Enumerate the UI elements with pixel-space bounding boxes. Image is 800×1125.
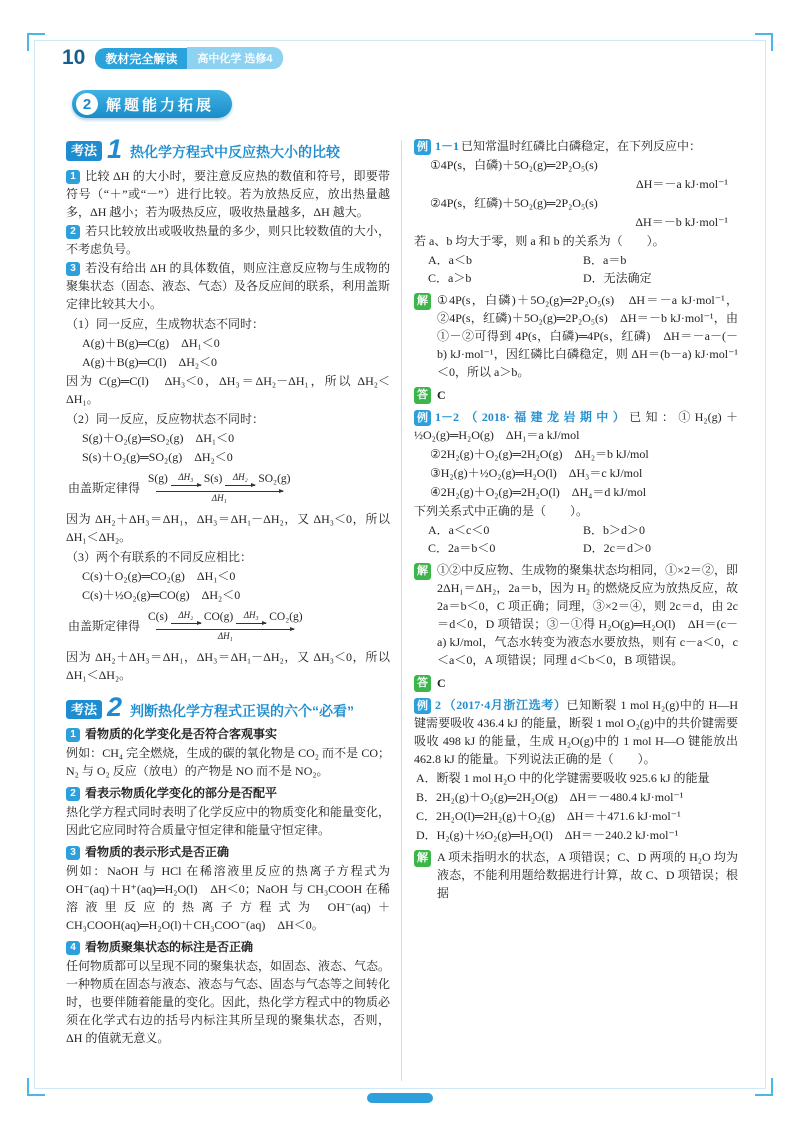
corner-mark-top-right [755, 33, 773, 51]
left-column [66, 136, 390, 1082]
point-number-badge: 2 [66, 225, 80, 239]
arrow-right-icon [225, 485, 255, 486]
case3-note: 因为 ΔH₂＋ΔH₃＝ΔH₁，ΔH₃＝ΔH₁－ΔH₂，又 ΔH₃＜0，所以 ΔH₁＜ΔH₂。 [66, 650, 390, 683]
option-b: B．a＝b [583, 253, 627, 267]
ex1-2-answer [414, 673, 738, 692]
right-column [414, 136, 738, 1082]
case1-equation-1: A(g)＋B(g)═C(g) ΔH₁＜0 [82, 335, 220, 350]
point-number-badge: 3 [66, 262, 80, 276]
case2-equation-1: S(g)＋O₂(g)═SO₂(g) ΔH₁＜0 [82, 430, 235, 445]
kaofa1-point-1 [66, 167, 390, 221]
option-d: D．无法确定 [583, 271, 652, 285]
brand-subtitle: 高中化学 选修4 [187, 47, 282, 69]
page-number: 10 [62, 46, 86, 69]
ex2-option-d: D．H₂(g)＋½O₂(g)═H₂O(l) ΔH＝－240.2 kJ·mol⁻¹ [416, 828, 679, 842]
arrow-right-icon [236, 623, 266, 624]
option-a: A．a＜c＜0 [428, 523, 490, 537]
point-number-badge: 4 [66, 941, 80, 955]
kaofa1-number: 1 [107, 136, 123, 164]
case3-equation-2: C(s)＋½O₂(g)═CO(g) ΔH₂＜0 [82, 588, 241, 603]
kaofa2-title: 判断热化学方程式正误的六个“必看” [130, 702, 355, 719]
case2-note: 因为 ΔH₂＋ΔH₃＝ΔH₁，ΔH₃＝ΔH₁－ΔH₂，又 ΔH₃＜0，所以 ΔH₁＜ΔH₂。 [66, 512, 390, 545]
example-number: 1－1 [435, 139, 460, 153]
hess-arrow-label: ΔH₂ [232, 472, 248, 483]
ex2-solution [414, 848, 738, 902]
kaofa2-number: 2 [107, 692, 123, 723]
option-a: A．a＜b [428, 253, 472, 267]
kaofa-badge: 考法 [66, 141, 102, 161]
hess-graph [148, 471, 290, 504]
section-badge [72, 90, 232, 118]
hess-under-label: ΔH₁ [211, 493, 227, 504]
case3-equation-1: C(s)＋O₂(g)═CO₂(g) ΔH₁＜0 [82, 569, 236, 584]
option-c: C．2a＝b＜0 [428, 541, 496, 555]
case2-head: （2）同一反应，反应物状态不同时： [66, 411, 265, 426]
item-heading: 看表示物质化学变化的部分是否配平 [85, 786, 278, 801]
option-c: C．a＞b [428, 271, 472, 285]
hess-graph [148, 609, 303, 642]
hess-intro: 由盖斯定律得 [68, 480, 141, 495]
kaofa2-item4-head [66, 938, 390, 956]
ex1-1-dh-1: ΔH＝－a kJ·mol⁻¹ [636, 177, 728, 191]
hess-node: S(s) [203, 472, 223, 485]
ex1-2-equation-2: ②2H₂(g)＋O₂(g)═2H₂O(g) ΔH₂＝b kJ/mol [430, 447, 649, 461]
kaofa-badge: 考法 [66, 700, 102, 720]
kaofa2-item1-body: 例如：CH₄ 完全燃烧，生成的碳的氧化物是 CO₂ 而不是 CO；N₂ 与 O₂ 反应（放电）的产物是 NO 而不是 NO₂。 [66, 746, 390, 779]
section-number: 2 [76, 93, 98, 115]
kaofa1-point-3 [66, 259, 390, 313]
kaofa2-item3-head [66, 843, 390, 861]
solution-badge: 解 [414, 850, 431, 867]
point-text: 若只比较放出或吸收热量的多少，则只比较数值的大小，不考虑负号。 [66, 223, 390, 256]
example-text: 已知常温时红磷比白磷稳定，在下列反应中： [461, 139, 702, 153]
ex1-2-equation-4: ④2H₂(g)＋O₂(g)═2H₂O(l) ΔH₄＝d kJ/mol [430, 485, 647, 499]
hess-under-label: ΔH₁ [217, 631, 233, 642]
case1-note: 因为 C(g)═C(l) ΔH₃＜0，ΔH₃＝ΔH₂－ΔH₁，所以 ΔH₂＜ΔH₁。 [66, 373, 390, 406]
point-number-badge: 1 [66, 170, 80, 184]
section-title: 解题能力拓展 [106, 96, 215, 114]
kaofa1-point-2 [66, 222, 390, 258]
kaofa2-item2-head [66, 784, 390, 802]
case1-head: （1）同一反应，生成物状态不同时： [66, 316, 265, 331]
answer-badge: 答 [414, 387, 431, 404]
page-header [62, 46, 283, 70]
brand-title: 教材完全解读 [95, 48, 187, 69]
ex1-1-solution [414, 291, 738, 381]
hess-arrow-label: ΔH₃ [178, 472, 194, 483]
hess-node: S(g) [148, 472, 168, 485]
case3-head: （3）两个有联系的不同反应相比： [66, 550, 253, 565]
answer-text: C [437, 387, 446, 402]
arrow-right-icon [171, 485, 201, 486]
hess-diagram-case3 [68, 609, 390, 642]
example-source: （2017·4月浙江选考） [443, 698, 567, 712]
answer-text: C [437, 675, 446, 690]
solution-text: ①4P(s，白磷)＋5O₂(g)═2P₂O₅(s) ΔH＝－a kJ·mol⁻¹，②4P(s，红磷)＋5O₂(g)═2P₂O₅(s) ΔH＝－b kJ·mol⁻¹，由①－②可得到 4P(s，白磷)═4P(s，红磷) ΔH＝－a－(－b) kJ·mol⁻¹，因红磷比白磷稳定，则 ΔH＝(b－a) kJ·mol⁻¹＜0，所以 a＞b。 [437, 293, 738, 379]
ex1-1-question: 若 a、b 均大于零，则 a 和 b 的关系为（ ）。 [414, 234, 665, 248]
hess-node: C(s) [148, 611, 168, 624]
ex1-2-solution [414, 561, 738, 669]
ex1-1-equation-2: ②4P(s，红磷)＋5O₂(g)═2P₂O₅(s) [430, 196, 598, 210]
ex2-option-c: C．2H₂O(l)═2H₂(g)＋O₂(g) ΔH＝＋471.6 kJ·mol⁻¹ [416, 809, 681, 823]
point-number-badge: 1 [66, 728, 80, 742]
ex2-option-b: B．2H₂(g)＋O₂(g)═2H₂O(g) ΔH＝－480.4 kJ·mol⁻¹ [416, 790, 684, 804]
solution-badge: 解 [414, 293, 431, 310]
arrow-right-icon [171, 623, 201, 624]
example-text: 已知：①H₂(g)＋½O₂(g)═H₂O(g) ΔH₁＝a kJ/mol [414, 410, 738, 442]
footer-decoration [367, 1093, 433, 1103]
example-text: 已知断裂 1 mol H₂(g)中的 H—H 键需要吸收 436.4 kJ 的能量，断裂 1 mol O₂(g)中的共价键需要吸收 498 kJ 的能量，生成 H₂O(g)中的 1 mol H—O 键能放出 462.8 kJ 的能量。下列说法正确的是（ ）。 [414, 698, 738, 766]
case1-equation-2: A(g)＋B(g)═C(l) ΔH₂＜0 [82, 354, 218, 369]
example-badge: 例 [414, 410, 431, 426]
ex1-2-options [414, 521, 738, 557]
corner-mark-bottom-left [27, 1078, 45, 1096]
point-number-badge: 3 [66, 846, 80, 860]
kaofa1-header [66, 136, 390, 164]
example-number: 2 [435, 698, 441, 712]
option-b: B．b＞d＞0 [583, 523, 646, 537]
option-d: D．2c＝d＞0 [583, 541, 651, 555]
example-2-intro [414, 696, 738, 768]
solution-text: ①②中反应物、生成物的聚集状态均相同，①×2＝②，即 2ΔH₁＝ΔH₂，2a＝b，因为 H₂ 的燃烧反应为放热反应，故 2a＝b＜0，C 项正确；同理，③×2＝④，则 2c＝d，由 2c＝d＜0，D 项错误；③－①得 H₂O(g)═H₂O(l) ΔH＝(c－a) kJ/mol，气态水转变为液态水要放热，则有 c－a＜0，c＜a＜0，A 项错误；同理 d＜b＜0，B 项错误。 [437, 563, 738, 667]
answer-badge: 答 [414, 675, 431, 692]
point-text: 若没有给出 ΔH 的具体数值，则应注意反应物与生成物的聚集状态（固态、液态、气态）及各反应间的联系，利用盖斯定律比较其大小。 [66, 260, 390, 311]
example-1-2-intro [414, 408, 738, 444]
kaofa1-title: 热化学方程式中反应热大小的比较 [130, 144, 341, 161]
hess-node: CO(g) [203, 611, 234, 624]
solution-text: A 项未指明水的状态，A 项错误；C、D 两项的 H₂O 均为液态，不能利用题给数据进行计算，故 C、D 项错误；根据 [437, 850, 738, 900]
column-divider [401, 140, 402, 1081]
hess-arrow-label: ΔH₃ [243, 610, 259, 621]
case2-equation-2: S(s)＋O₂(g)═SO₂(g) ΔH₂＜0 [82, 449, 233, 464]
kaofa2-header [66, 692, 390, 723]
book-brand [95, 47, 282, 69]
kaofa2-item4-body: 任何物质都可以呈现不同的聚集状态，如固态、液态、气态。一种物质在固态与液态、液态与气态、固态与气态等之间转化时，也要伴随着能量的变化。因此，热化学方程式中的物质必须在化学式右边的括号内标注其所呈现的聚集状态，否则，ΔH 的值就无意义。 [66, 959, 390, 1046]
solution-badge: 解 [414, 563, 431, 580]
example-badge: 例 [414, 139, 431, 155]
hess-node: SO₂(g) [258, 472, 291, 485]
kaofa2-item3-body: 例如：NaOH 与 HCl 在稀溶液里反应的热离子方程式为 OH⁻(aq)＋H⁺(aq)═H₂O(l) ΔH＜0；NaOH 与 CH₃COOH 在稀溶液里反应的热离子方程式为 OH⁻(aq)＋CH₃COOH(aq)═H₂O(l)＋CH₃COO⁻(aq) ΔH＜0。 [66, 864, 390, 933]
example-source: （2018·福建龙岩期中） [461, 410, 630, 424]
ex1-1-equation-1: ①4P(s，白磷)＋5O₂(g)═2P₂O₅(s) [430, 158, 598, 172]
hess-node: CO₂(g) [269, 611, 303, 624]
ex2-option-a: A．断裂 1 mol H₂O 中的化学键需要吸收 925.6 kJ 的能量 [416, 771, 710, 785]
example-1-1-intro [414, 137, 738, 155]
hess-intro: 由盖斯定律得 [68, 618, 141, 633]
point-text: 比较 ΔH 的大小时，要注意反应热的数值和符号，即要带符号（“＋”或“－”）进行比较。若为放热反应，放出热量越多，ΔH 越小；若为吸热反应，吸收热量越多，ΔH 越大。 [66, 168, 390, 219]
corner-mark-bottom-right [755, 1078, 773, 1096]
ex1-1-options [414, 251, 738, 287]
item-heading: 看物质聚集状态的标注是否正确 [85, 940, 254, 955]
item-heading: 看物质的化学变化是否符合客观事实 [85, 727, 278, 742]
example-badge: 例 [414, 698, 431, 714]
ex1-1-answer [414, 385, 738, 404]
point-number-badge: 2 [66, 787, 80, 801]
hess-arrow-label: ΔH₂ [178, 610, 194, 621]
ex1-1-dh-2: ΔH＝－b kJ·mol⁻¹ [635, 215, 728, 229]
corner-mark-top-left [27, 33, 45, 51]
hess-diagram-case2 [68, 471, 390, 504]
item-heading: 看物质的表示形式是否正确 [85, 845, 230, 860]
ex1-2-equation-3: ③H₂(g)＋½O₂(g)═H₂O(l) ΔH₃＝c kJ/mol [430, 466, 643, 480]
kaofa2-item2-body: 热化学方程式同时表明了化学反应中的物质变化和能量变化，因此它应同时符合质量守恒定律和能量守恒定律。 [66, 805, 390, 838]
ex1-2-question: 下列关系式中正确的是（ ）。 [414, 504, 589, 518]
kaofa2-item1-head [66, 725, 390, 743]
example-number: 1－2 [435, 410, 460, 424]
